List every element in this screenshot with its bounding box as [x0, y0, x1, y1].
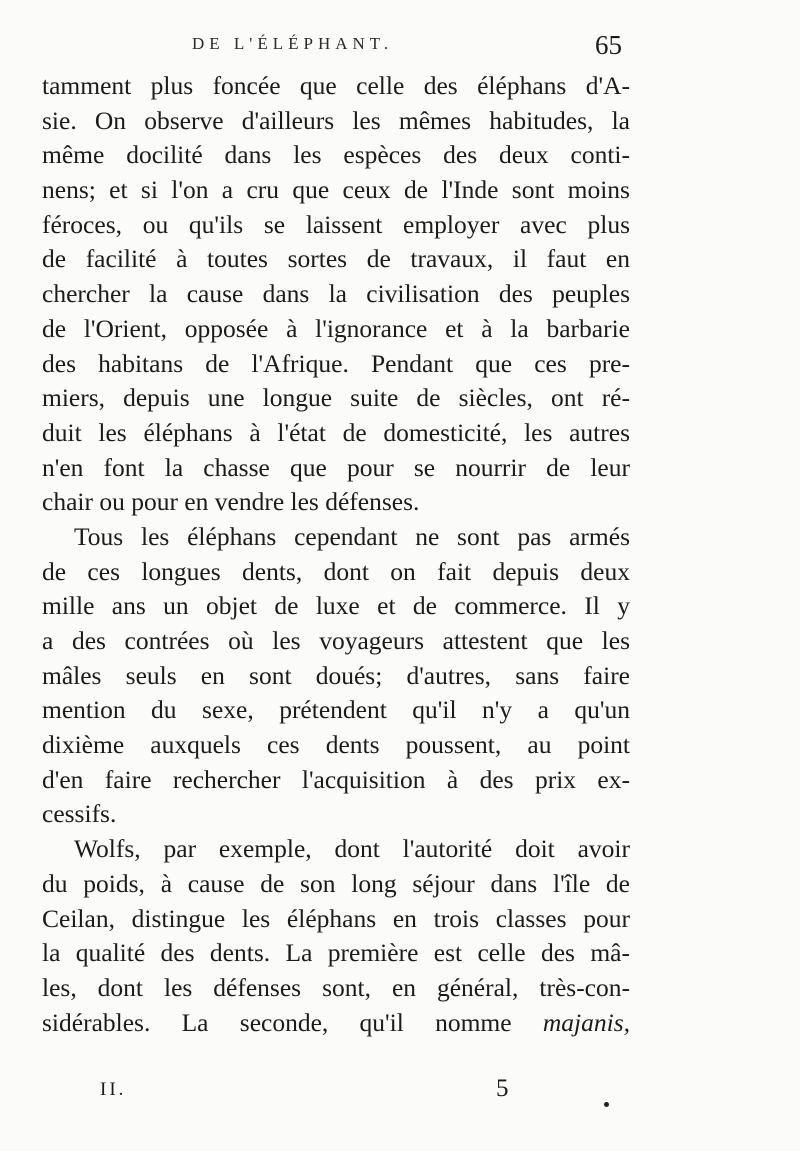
- text-line: cessifs.: [42, 799, 117, 829]
- text-line: mention du sexe, prétendent qu'il n'y a qu'un: [42, 695, 630, 725]
- text-line: mille ans un objet de luxe et de commerce. Il y: [42, 591, 630, 621]
- text-line: dixième auxquels ces dents poussent, au point: [42, 730, 630, 760]
- text-line: chair ou pour en vendre les défenses.: [42, 487, 420, 517]
- running-title: DE L'ÉLÉPHANT.: [192, 34, 394, 53]
- text-line: de ces longues dents, dont on fait depuis deux: [42, 556, 630, 586]
- body-text: [42, 69, 630, 1040]
- text-line: sidérables. La seconde, qu'il nomme majanis,: [42, 1007, 630, 1037]
- text-line: de facilité à toutes sortes de travaux, il faut en: [42, 244, 630, 274]
- text-line: la qualité des dents. La première est celle des mâ-: [42, 938, 630, 968]
- text-line: Wolfs, par exemple, dont l'autorité doit avoir: [74, 834, 630, 864]
- text-line: des habitans de l'Afrique. Pendant que ces pre-: [42, 348, 630, 378]
- text-line: chercher la cause dans la civilisation des peuples: [42, 279, 630, 309]
- text-line: Ceilan, distingue les éléphans en trois classes pour: [42, 903, 630, 933]
- text-line: même docilité dans les espèces des deux conti-: [42, 140, 630, 170]
- text-line: les, dont les défenses sont, en général, très-con-: [42, 972, 630, 1002]
- text-line: féroces, ou qu'ils se laissent employer avec plus: [42, 209, 630, 239]
- text-line: nens; et si l'on a cru que ceux de l'Inde sont moins: [42, 175, 630, 205]
- text-line: duit les éléphans à l'état de domesticité, les autres: [42, 417, 630, 447]
- text-line: Tous les éléphans cependant ne sont pas armés: [74, 521, 630, 551]
- text-line: de l'Orient, opposée à l'ignorance et à la barbarie: [42, 313, 630, 343]
- text-line: sie. On observe d'ailleurs les mêmes habitudes, la: [42, 105, 630, 135]
- text-line: tamment plus foncée que celle des éléphans d'A-: [42, 71, 630, 100]
- page-number: 65: [595, 30, 622, 60]
- text-line: d'en faire rechercher l'acquisition à des prix ex-: [42, 764, 630, 794]
- ink-speck: [604, 1102, 609, 1107]
- signature-mark: II.: [100, 1079, 127, 1100]
- text-line: miers, depuis une longue suite de siècles, ont ré-: [42, 383, 630, 413]
- page-footer: [100, 1075, 620, 1115]
- text-line: du poids, à cause de son long séjour dans l'île de: [42, 868, 630, 898]
- italic-term: majanis,: [542, 1007, 630, 1037]
- text-line: n'en font la chasse que pour se nourrir de leur: [42, 452, 630, 482]
- running-head: [40, 30, 630, 64]
- signature-number: 5: [496, 1075, 509, 1102]
- text-line: mâles seuls en sont doués; d'autres, sans faire: [42, 660, 630, 690]
- text-line: a des contrées où les voyageurs attestent que les: [42, 626, 630, 655]
